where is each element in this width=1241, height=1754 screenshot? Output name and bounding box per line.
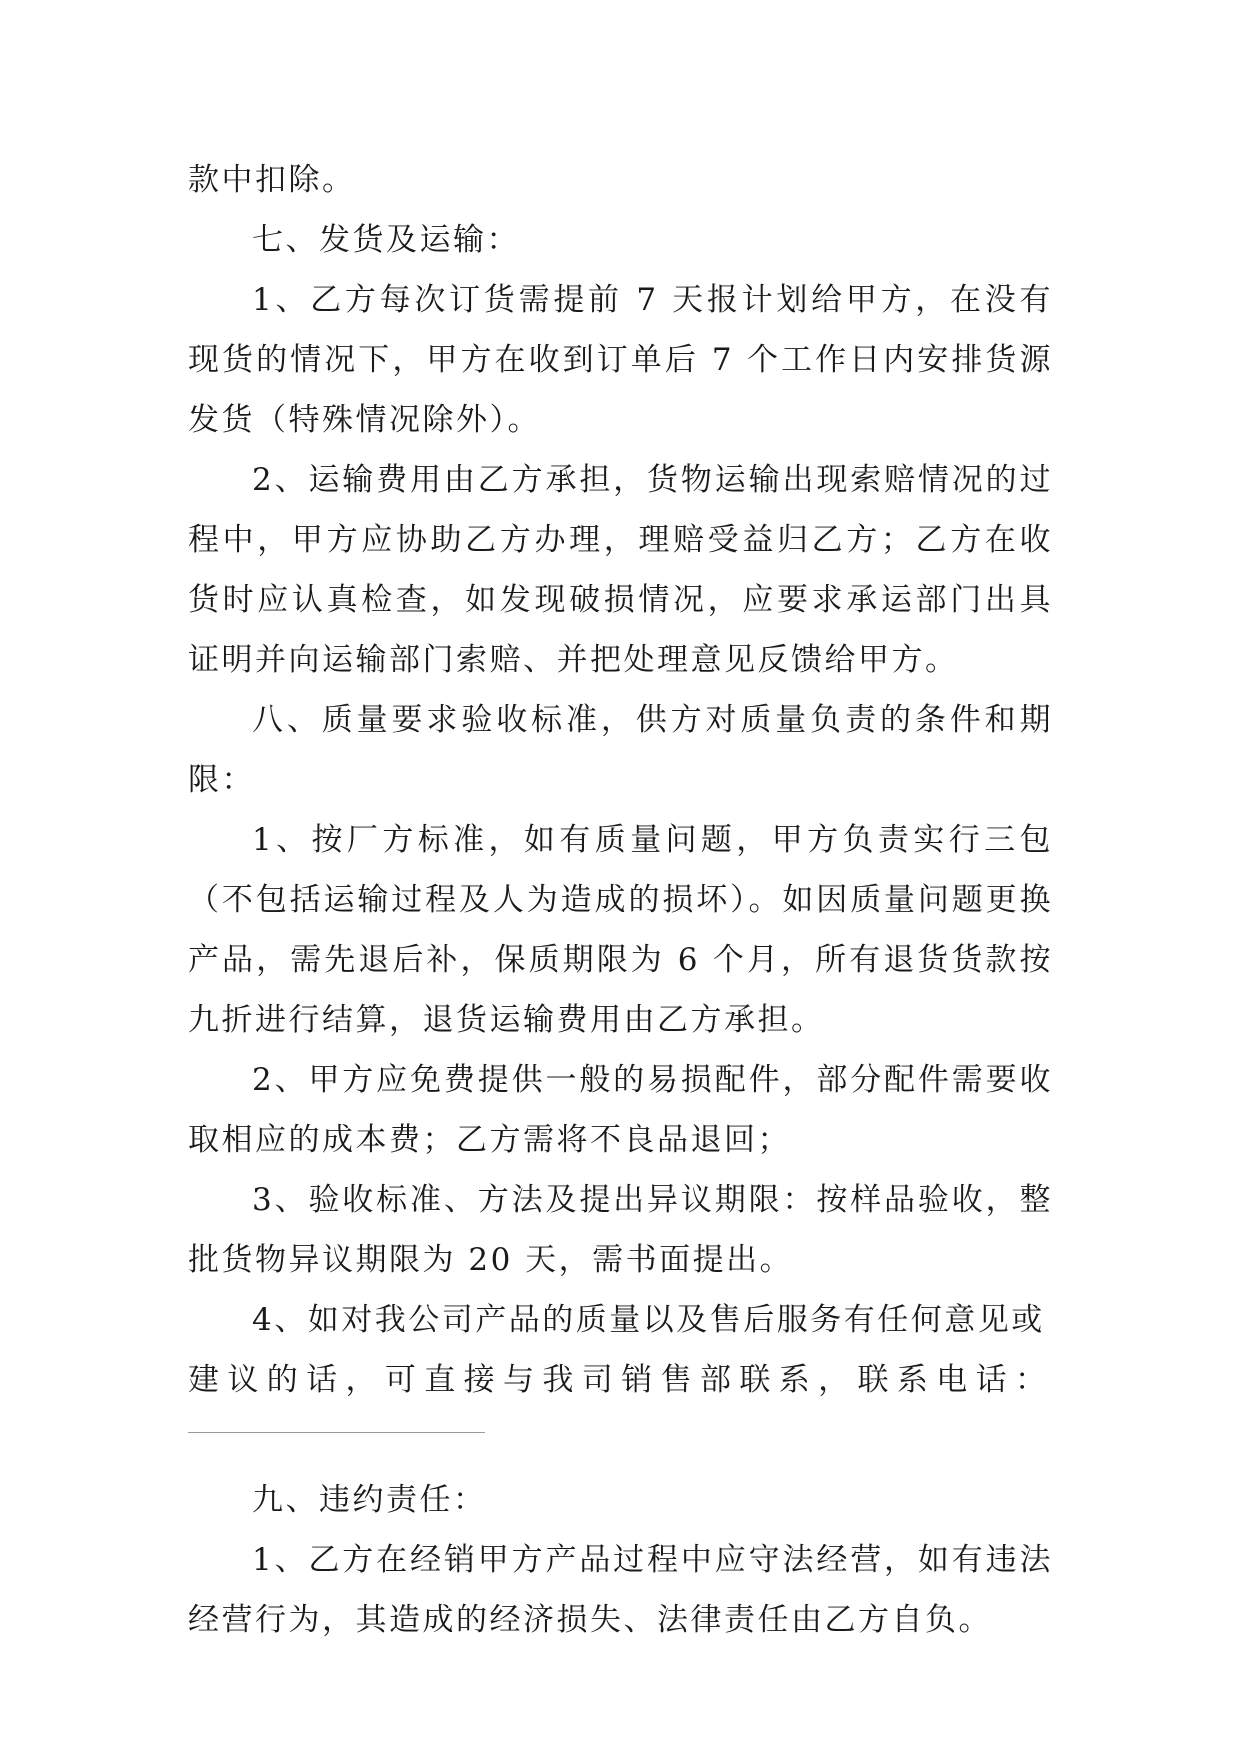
paragraph-quality-4-line-1: 4、如对我公司产品的质量以及售后服务有任何意见或 xyxy=(252,1302,1045,1338)
section-heading-shipping: 七、发货及运输： xyxy=(252,222,520,258)
paragraph-quality-1: 1、按厂方标准，如有质量问题，甲方负责实行三包（不包括运输过程及人为造成的损坏）。如因质量问题更换产品，需先退后补，保质期限为 6 个月，所有退货货款按九折进行结算，退货运输费用由乙方承担。 xyxy=(188,822,1053,1038)
paragraph-continuation: 款中扣除。 xyxy=(188,162,356,198)
section-heading-liability: 九、违约责任： xyxy=(252,1482,487,1518)
paragraph-liability-1: 1、乙方在经销甲方产品过程中应守法经营，如有违法经营行为，其造成的经济损失、法律责任由乙方自负。 xyxy=(188,1542,1053,1638)
section-heading-quality: 八、质量要求验收标准，供方对质量负责的条件和期限： xyxy=(188,702,1053,798)
paragraph-shipping-2: 2、运输费用由乙方承担，货物运输出现索赔情况的过程中，甲方应协助乙方办理，理赔受益归乙方；乙方在收货时应认真检查，如发现破损情况，应要求承运部门出具证明并向运输部门索赔、并把处理意见反馈给甲方。 xyxy=(188,462,1053,678)
paragraph-shipping-1: 1、乙方每次订货需提前 7 天报计划给甲方，在没有现货的情况下，甲方在收到订单后 7 个工作日内安排货源发货（特殊情况除外）。 xyxy=(188,282,1053,438)
paragraph-quality-2: 2、甲方应免费提供一般的易损配件，部分配件需要收取相应的成本费；乙方需将不良品退回； xyxy=(188,1062,1053,1158)
paragraph-quality-4-line-2: 建议的话，可直接与我司销售部联系，联系电话： xyxy=(188,1362,1053,1398)
phone-blank-line xyxy=(188,1410,1053,1470)
document-body xyxy=(188,150,1053,1650)
paragraph-quality-3: 3、验收标准、方法及提出异议期限：按样品验收，整批货物异议期限为 20 天，需书面提出。 xyxy=(188,1182,1053,1278)
fill-in-blank-rule xyxy=(188,1432,485,1433)
